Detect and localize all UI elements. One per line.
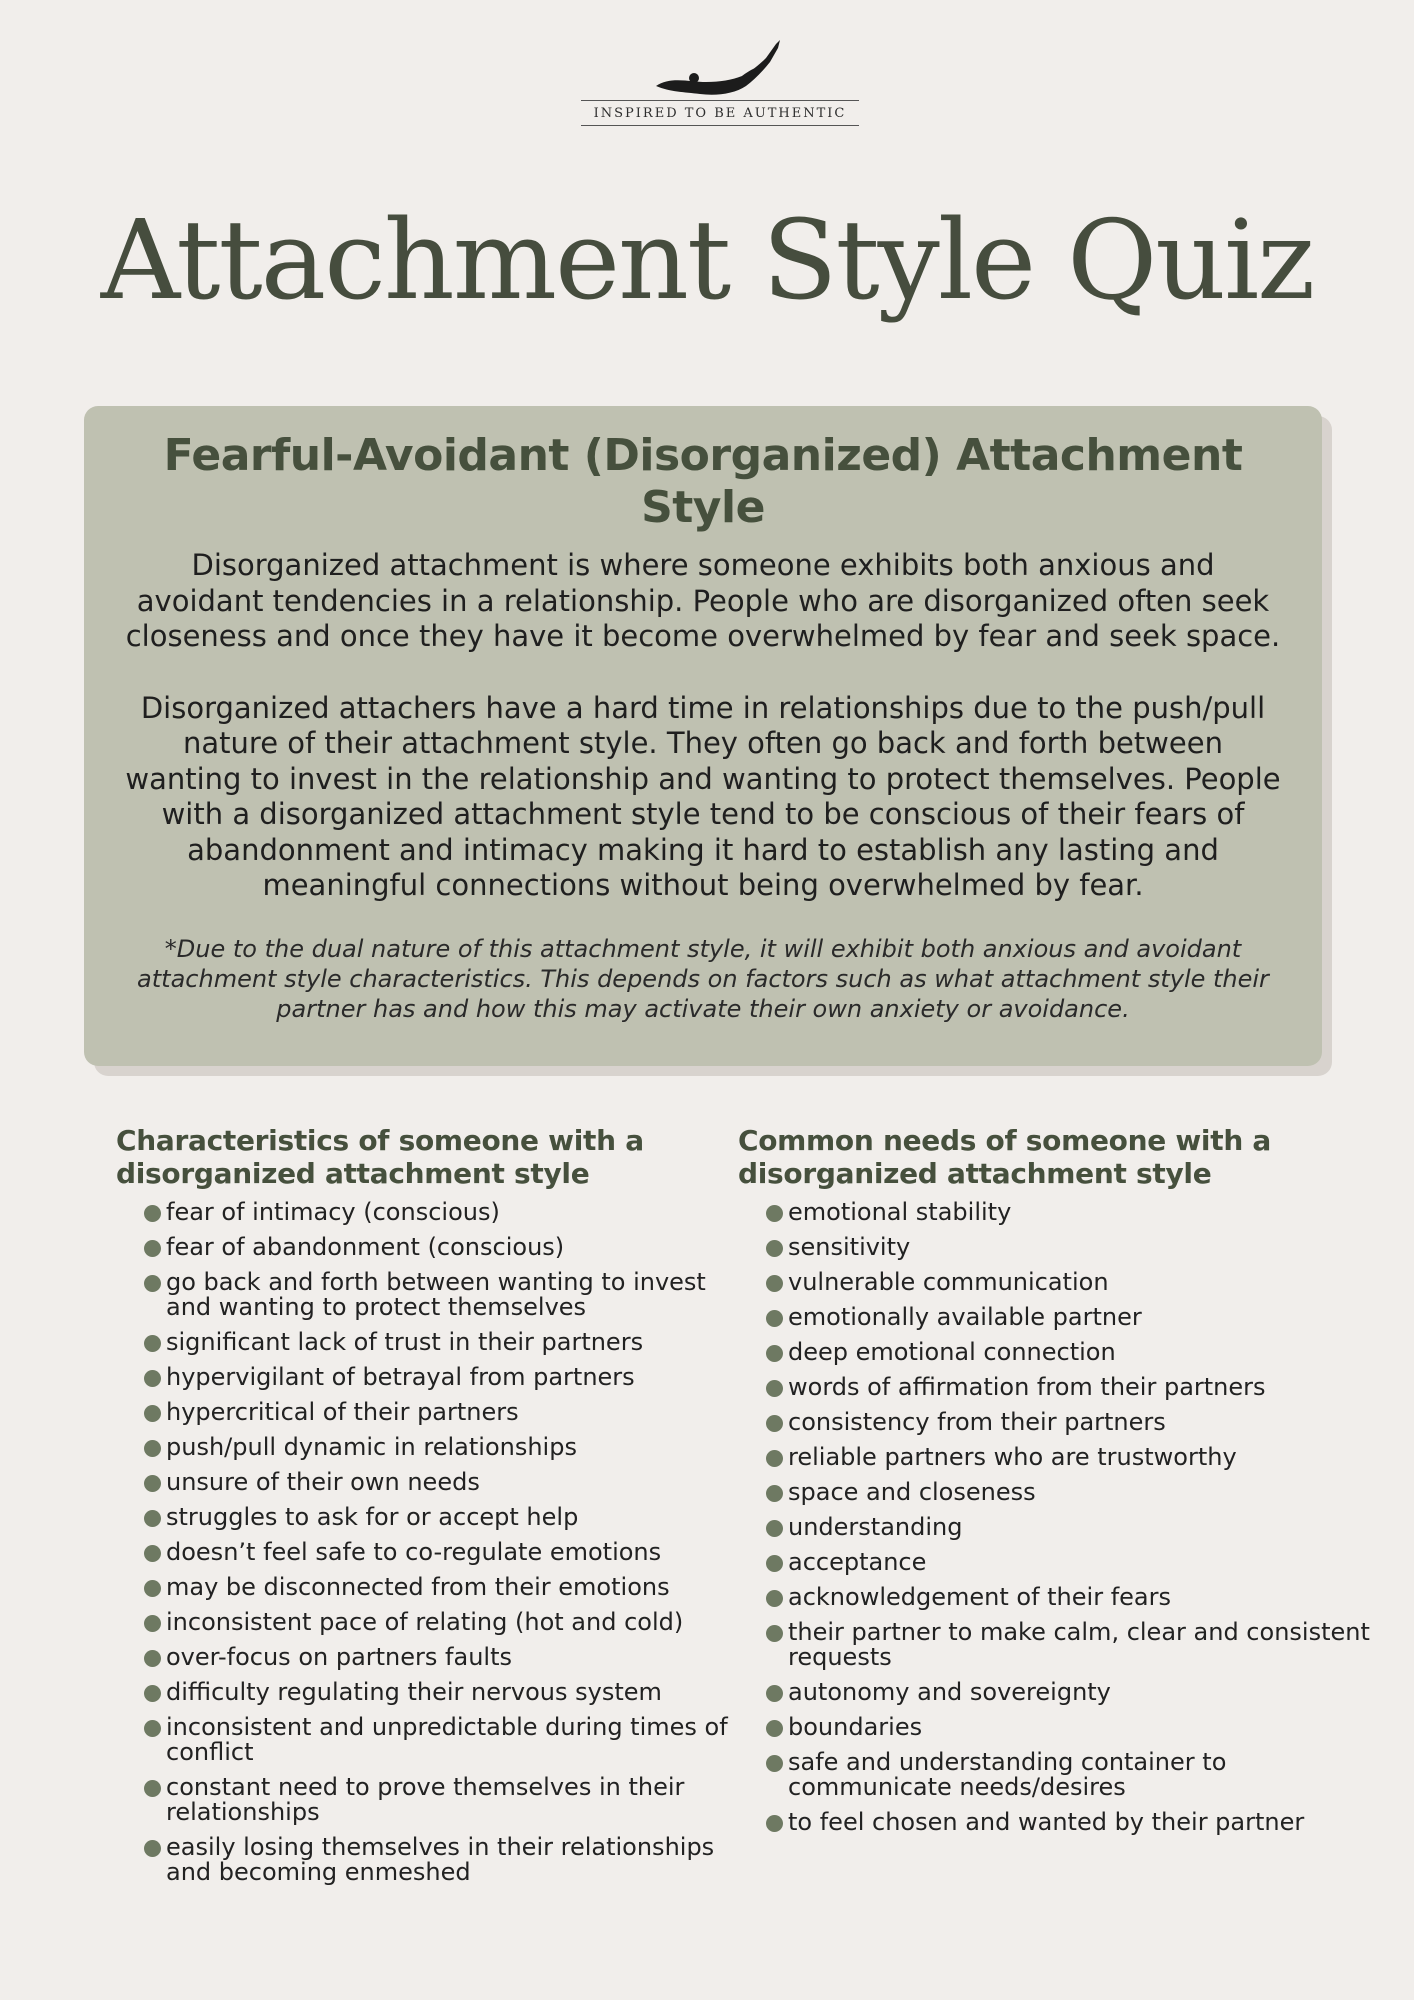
list-item-text: to feel chosen and wanted by their partner: [788, 1808, 1305, 1836]
list-item: [144, 1330, 756, 1355]
list-item-text: easily losing themselves in their relationships and becoming enmeshed: [166, 1833, 715, 1886]
list-item: [144, 1200, 756, 1225]
list-item-text: vulnerable communication: [788, 1268, 1109, 1296]
list-item: [766, 1550, 1378, 1575]
list-item-text: difficulty regulating their nervous system: [166, 1678, 662, 1706]
bullet-dot-icon: [144, 1335, 161, 1352]
list-item: [144, 1835, 756, 1885]
bullet-dot-icon: [144, 1240, 161, 1257]
bullet-dot-icon: [144, 1615, 161, 1632]
list-item-text: reliable partners who are trustworthy: [788, 1443, 1237, 1471]
card-paragraph-2: Disorganized attachers have a hard time in relationships due to the push/pull nature of their attachment style. They often go back and forth between wanting to invest in the relationship and wanting to protect themselves. People with a disorganized attachment style tend to be conscious of their fears of abandonment and intimacy making it hard to establish any lasting and meaningful connections without being overwhelmed by fear.: [125, 690, 1281, 902]
bullet-dot-icon: [766, 1450, 783, 1467]
bullet-dot-icon: [766, 1555, 783, 1572]
bullet-dot-icon: [766, 1275, 783, 1292]
list-item-text: emotional stability: [788, 1198, 1012, 1226]
list-item: [144, 1540, 756, 1565]
list-item-text: words of affirmation from their partners: [788, 1373, 1266, 1401]
bullet-dot-icon: [144, 1510, 161, 1527]
card-heading: Fearful-Avoidant (Disorganized) Attachment Style: [163, 430, 1243, 533]
list-item: [766, 1305, 1378, 1330]
bullet-dot-icon: [766, 1415, 783, 1432]
bullet-dot-icon: [766, 1625, 783, 1642]
list-item-text: sensitivity: [788, 1233, 911, 1261]
list-item: [144, 1775, 756, 1825]
bullet-dot-icon: [144, 1650, 161, 1667]
bullet-dot-icon: [766, 1240, 783, 1257]
list-item: [144, 1365, 756, 1390]
list-item-text: inconsistent pace of relating (hot and cold): [166, 1608, 684, 1636]
bullet-dot-icon: [144, 1275, 161, 1292]
list-item-text: autonomy and sovereignty: [788, 1678, 1111, 1706]
list-item-text: fear of abandonment (conscious): [166, 1233, 565, 1261]
bullet-dot-icon: [144, 1475, 161, 1492]
bullet-dot-icon: [766, 1520, 783, 1537]
list-item-text: emotionally available partner: [788, 1303, 1142, 1331]
list-item: [766, 1445, 1378, 1470]
bullet-dot-icon: [766, 1310, 783, 1327]
list-item: [144, 1435, 756, 1460]
list-item-text: may be disconnected from their emotions: [166, 1573, 670, 1601]
bullet-dot-icon: [766, 1590, 783, 1607]
bullet-dot-icon: [144, 1840, 161, 1857]
bullet-dot-icon: [144, 1370, 161, 1387]
list-item: [766, 1585, 1378, 1610]
list-item-text: safe and understanding container to communicate needs/desires: [788, 1748, 1227, 1801]
diving-figure-icon: [650, 36, 790, 100]
list-item: [766, 1480, 1378, 1505]
bullet-dot-icon: [766, 1485, 783, 1502]
bullet-dot-icon: [766, 1755, 783, 1772]
list-item: [144, 1400, 756, 1425]
list-item: [144, 1235, 756, 1260]
card-paragraph-1: Disorganized attachment is where someone exhibits both anxious and avoidant tendencies in a relationship. People who are disorganized often seek closeness and once they have it become overwhelmed by fear and seek space.: [125, 548, 1281, 653]
list-item: [766, 1270, 1378, 1295]
logo-rule-bottom: [581, 125, 859, 126]
list-item: [144, 1680, 756, 1705]
needs-heading: Common needs of someone with a disorganized attachment style: [738, 1124, 1271, 1190]
characteristics-section: [116, 1124, 756, 1895]
needs-section: [738, 1124, 1378, 1845]
bullet-dot-icon: [766, 1685, 783, 1702]
list-item: [144, 1575, 756, 1600]
bullet-dot-icon: [144, 1780, 161, 1797]
brand-tagline: INSPIRED TO BE AUTHENTIC: [593, 106, 847, 121]
list-item-text: unsure of their own needs: [166, 1468, 480, 1496]
list-item: [766, 1200, 1378, 1225]
list-item-text: their partner to make calm, clear and consistent requests: [788, 1618, 1370, 1671]
characteristics-list: [116, 1200, 756, 1885]
list-item: [766, 1340, 1378, 1365]
list-item-text: struggles to ask for or accept help: [166, 1503, 579, 1531]
list-item: [766, 1515, 1378, 1540]
description-card: [84, 406, 1322, 1066]
list-item: [766, 1410, 1378, 1435]
list-item: [144, 1470, 756, 1495]
list-item-text: space and closeness: [788, 1478, 1036, 1506]
page-title: Attachment Style Quiz: [100, 196, 1314, 324]
bullet-dot-icon: [144, 1440, 161, 1457]
list-item: [766, 1620, 1378, 1670]
list-item-text: push/pull dynamic in relationships: [166, 1433, 577, 1461]
bullet-dot-icon: [766, 1345, 783, 1362]
list-item-text: constant need to prove themselves in their relationships: [166, 1773, 685, 1826]
bullet-dot-icon: [766, 1205, 783, 1222]
list-item-text: significant lack of trust in their partners: [166, 1328, 644, 1356]
list-item: [766, 1750, 1378, 1800]
brand-logo: [580, 36, 860, 132]
list-item: [144, 1270, 756, 1320]
bullet-dot-icon: [766, 1380, 783, 1397]
bullet-dot-icon: [144, 1405, 161, 1422]
list-item: [766, 1235, 1378, 1260]
list-item-text: go back and forth between wanting to invest and wanting to protect themselves: [166, 1268, 706, 1321]
list-item: [766, 1715, 1378, 1740]
bullet-dot-icon: [144, 1580, 161, 1597]
bullet-dot-icon: [144, 1720, 161, 1737]
list-item: [144, 1610, 756, 1635]
list-item-text: hypercritical of their partners: [166, 1398, 519, 1426]
list-item: [144, 1645, 756, 1670]
bullet-dot-icon: [766, 1720, 783, 1737]
list-item: [766, 1810, 1378, 1835]
list-item: [766, 1680, 1378, 1705]
list-item-text: acceptance: [788, 1548, 927, 1576]
list-item-text: inconsistent and unpredictable during times of conflict: [166, 1713, 728, 1766]
list-item-text: hypervigilant of betrayal from partners: [166, 1363, 635, 1391]
list-item: [144, 1505, 756, 1530]
list-item-text: over-focus on partners faults: [166, 1643, 512, 1671]
list-item-text: understanding: [788, 1513, 963, 1541]
list-item: [144, 1715, 756, 1765]
list-item-text: doesn’t feel safe to co-regulate emotions: [166, 1538, 662, 1566]
bullet-dot-icon: [144, 1545, 161, 1562]
list-item-text: consistency from their partners: [788, 1408, 1166, 1436]
list-item: [766, 1375, 1378, 1400]
characteristics-heading: Characteristics of someone with a disorganized attachment style: [116, 1124, 644, 1190]
list-item-text: acknowledgement of their fears: [788, 1583, 1171, 1611]
needs-list: [738, 1200, 1378, 1835]
bullet-dot-icon: [144, 1205, 161, 1222]
bullet-dot-icon: [766, 1815, 783, 1832]
bullet-dot-icon: [144, 1685, 161, 1702]
list-item-text: boundaries: [788, 1713, 923, 1741]
list-item-text: deep emotional connection: [788, 1338, 1116, 1366]
list-item-text: fear of intimacy (conscious): [166, 1198, 500, 1226]
card-note: *Due to the dual nature of this attachment style, it will exhibit both anxious and avoidant attachment style characteristics. This depends on factors such as what attachment style their partner has and how this may activate their own anxiety or avoidance.: [137, 934, 1269, 1023]
